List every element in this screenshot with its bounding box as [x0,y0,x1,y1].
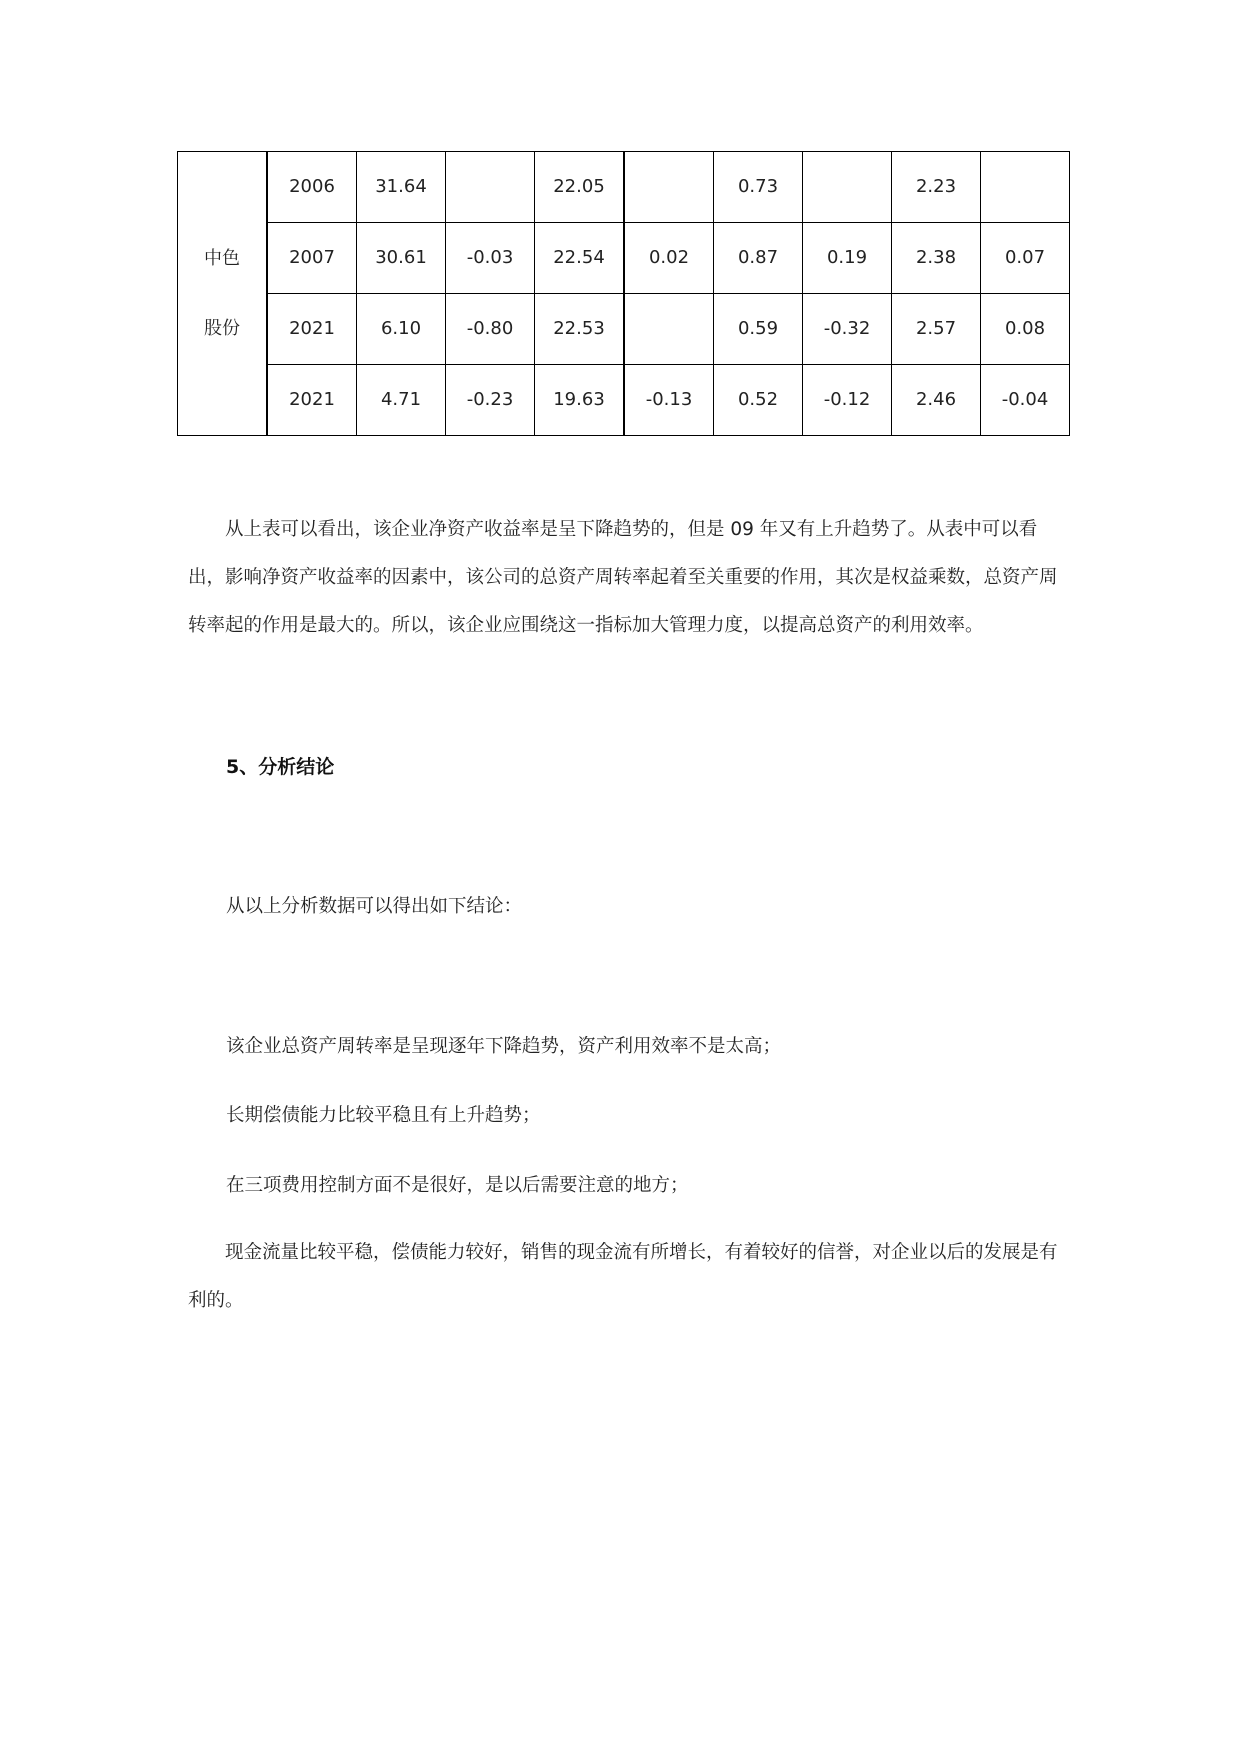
table-cell: -0.04 [981,365,1070,436]
table-cell: 22.53 [535,294,625,365]
table-cell: 31.64 [357,152,446,223]
closing-paragraph: 现金流量比较平稳，偿债能力较好，销售的现金流有所增长，有着较好的信誉，对企业以后的发展是有利的。 [188,1242,1058,1311]
table-row [178,152,1070,223]
financial-ratio-table [177,151,1070,436]
table-cell: -0.80 [446,294,535,365]
table-cell: -0.23 [446,365,535,436]
table-cell: -0.13 [624,365,714,436]
table-cell: 2006 [267,152,357,223]
table-cell: 2021 [267,365,357,436]
table-cell: 6.10 [357,294,446,365]
conclusion-intro: 从以上分析数据可以得出如下结论： [226,896,523,917]
company-name-line: 股份 [204,317,240,339]
table-cell [624,152,714,223]
table-cell: 19.63 [535,365,625,436]
table-cell: 2.57 [892,294,981,365]
table-cell: 0.59 [714,294,803,365]
table-cell: 0.52 [714,365,803,436]
table-cell: 2021 [267,294,357,365]
company-name-line: 中色 [204,247,240,269]
conclusion-item: 长期偿债能力比较平稳且有上升趋势； [226,1105,541,1126]
section-heading: 5、分析结论 [226,756,335,778]
financial-table-container [177,151,1070,436]
table-cell: 22.54 [535,223,625,294]
table-row [178,223,1070,294]
table-cell: 2.46 [892,365,981,436]
table-cell: 0.07 [981,223,1070,294]
table-cell [446,152,535,223]
conclusion-item: 在三项费用控制方面不是很好，是以后需要注意的地方； [226,1175,689,1196]
table-row [178,365,1070,436]
table-cell: 2.38 [892,223,981,294]
table-cell: 4.71 [357,365,446,436]
table-cell: 22.05 [535,152,625,223]
company-name-cell [178,152,268,436]
table-cell: -0.32 [803,294,892,365]
table-cell: 0.02 [624,223,714,294]
table-cell: -0.12 [803,365,892,436]
table-cell: 0.87 [714,223,803,294]
table-cell [624,294,714,365]
table-cell: 2.23 [892,152,981,223]
table-cell: 2007 [267,223,357,294]
table-cell [803,152,892,223]
table-cell [981,152,1070,223]
table-cell: 0.73 [714,152,803,223]
table-cell: -0.03 [446,223,535,294]
table-cell: 0.08 [981,294,1070,365]
table-cell: 0.19 [803,223,892,294]
table-cell: 30.61 [357,223,446,294]
analysis-paragraph: 从上表可以看出，该企业净资产收益率是呈下降趋势的，但是 09 年又有上升趋势了。从表中可以看出，影响净资产收益率的因素中，该公司的总资产周转率起着至关重要的作用，其次是权益乘数，总资产周转率起的作用是最大的。所以，该企业应围绕这一指标加大管理力度，以提高总资产的利用效率。 [188,519,1058,636]
table-row [178,294,1070,365]
conclusion-item: 该企业总资产周转率是呈现逐年下降趋势，资产利用效率不是太高； [226,1036,782,1057]
